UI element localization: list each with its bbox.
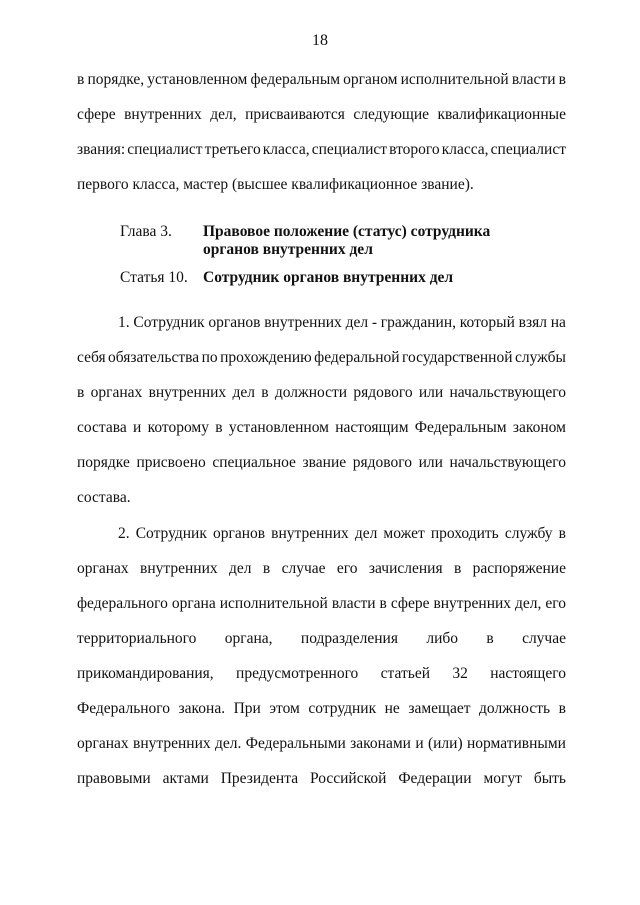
word: Федеральными <box>245 735 346 752</box>
word: службу <box>504 525 553 542</box>
text-line <box>77 105 566 125</box>
word: государственной <box>402 349 513 366</box>
page-number: 18 <box>312 32 328 49</box>
word: сфере <box>77 106 116 123</box>
word: могут <box>483 770 522 787</box>
text-line: первого класса, мастер (высшее квалификационное звание). <box>77 176 474 193</box>
word: начальствующего <box>449 454 566 471</box>
word: органах <box>90 384 143 401</box>
word: Сотрудник <box>135 525 207 542</box>
text-line <box>77 594 566 614</box>
word: или <box>418 384 444 401</box>
word: специалист <box>127 141 203 158</box>
article-label: Статья 10. <box>120 269 188 286</box>
word: предусмотренного <box>236 665 359 682</box>
word: класса, <box>441 141 489 158</box>
text-line <box>77 734 566 754</box>
word: в <box>261 384 269 401</box>
word: присваиваются <box>245 106 345 123</box>
word: территориального <box>77 630 197 647</box>
word: дел, <box>210 106 237 123</box>
word: нормативными <box>466 735 566 752</box>
word: - <box>371 314 378 331</box>
word: обязательства <box>108 349 200 366</box>
word: который <box>459 314 515 331</box>
word: состава <box>77 419 127 436</box>
word: порядке <box>77 454 130 471</box>
word: в <box>77 71 85 88</box>
word: сотрудник <box>308 700 377 717</box>
text-line <box>118 313 566 333</box>
word: дел, <box>515 595 542 612</box>
word: власти <box>331 595 376 612</box>
word: зачисления <box>368 560 443 577</box>
text-line <box>77 769 566 789</box>
word: настоящего <box>490 665 566 682</box>
word: может <box>383 525 425 542</box>
word: либо <box>426 630 459 647</box>
word: органов <box>212 525 266 542</box>
text-line <box>77 383 566 403</box>
word: квалификационные <box>437 106 566 123</box>
word: внутренних <box>264 314 342 331</box>
word: порядке, <box>87 71 145 88</box>
word: в <box>558 700 566 717</box>
text-line <box>118 524 566 544</box>
text-line: состава. <box>77 489 131 506</box>
word: не <box>384 700 400 717</box>
word: в <box>558 525 566 542</box>
word: органом <box>343 71 398 88</box>
word: актами <box>162 770 209 787</box>
word: третьего <box>204 141 261 158</box>
word: проходить <box>430 525 499 542</box>
word: 2. <box>118 525 130 542</box>
word: исполнительной <box>400 71 509 88</box>
text-line <box>77 418 566 438</box>
word: дел <box>354 525 378 542</box>
chapter-label: Глава 3. <box>120 223 172 240</box>
text-line <box>77 348 566 368</box>
word: подразделения <box>300 630 398 647</box>
word: звания: <box>77 141 126 158</box>
word: прикомандирования, <box>77 665 214 682</box>
word: должность <box>479 700 551 717</box>
word: начальствующего <box>449 384 566 401</box>
word: федерального <box>77 595 168 612</box>
word: исполнительной <box>219 595 328 612</box>
word: Федерации <box>398 770 472 787</box>
word: и <box>133 419 142 436</box>
word: рядового <box>353 384 413 401</box>
word: установленном <box>228 419 329 436</box>
word: следующие <box>353 106 430 123</box>
word: случае <box>522 630 566 647</box>
word: службы <box>514 349 566 366</box>
article-title: Сотрудник органов внутренних дел <box>203 269 454 286</box>
word: и <box>415 735 424 752</box>
article-heading <box>120 268 580 288</box>
word: звание <box>302 454 347 471</box>
chapter-title-line-2: органов внутренних дел <box>203 241 373 258</box>
word: закона. <box>178 700 226 717</box>
text-line <box>77 453 566 473</box>
word: внутренних <box>271 525 349 542</box>
word: правовыми <box>77 770 151 787</box>
word: специалист <box>490 141 566 158</box>
word: внутренних <box>133 735 211 752</box>
word: дел <box>232 384 255 401</box>
word: прохождению <box>220 349 312 366</box>
word: федеральным <box>250 71 341 88</box>
text-line <box>77 699 566 719</box>
word: специалист <box>311 141 388 158</box>
word: в <box>262 560 271 577</box>
word: внутренних <box>140 560 218 577</box>
word: органах <box>77 560 129 577</box>
word: на <box>550 314 566 331</box>
word: При <box>233 700 261 717</box>
word: второго <box>389 141 440 158</box>
word: власти <box>511 71 556 88</box>
word: статьей <box>380 665 430 682</box>
word: дел. <box>214 735 242 752</box>
word: распоряжение <box>472 560 566 577</box>
word: Федеральным <box>414 419 507 436</box>
text-line <box>77 70 566 90</box>
word: его <box>336 560 358 577</box>
word: дел <box>345 314 369 331</box>
word: быть <box>533 770 566 787</box>
word: 1. <box>118 314 130 331</box>
word: 32 <box>452 665 468 682</box>
word: по <box>201 349 218 366</box>
text-line <box>77 559 566 579</box>
word: в <box>486 630 494 647</box>
word: замещает <box>408 700 471 717</box>
word: дел <box>229 560 252 577</box>
word: Российской <box>310 770 387 787</box>
word: в <box>453 560 462 577</box>
word: законами <box>350 735 411 752</box>
word: Сотрудник <box>133 314 205 331</box>
chapter-title-line-1: Правовое положение (статус) сотрудника <box>203 223 491 240</box>
text-line <box>77 629 566 649</box>
text-line <box>77 664 566 684</box>
word: Президента <box>220 770 299 787</box>
word: внутренних <box>124 106 202 123</box>
word: в <box>215 419 223 436</box>
word: рядового <box>352 454 412 471</box>
word: взял <box>518 314 547 331</box>
word: класса, <box>262 141 310 158</box>
word: в <box>558 71 566 88</box>
word: внутренних <box>433 595 512 612</box>
word: федеральной <box>314 349 400 366</box>
word: Федерального <box>77 700 171 717</box>
word: специальное <box>212 454 296 471</box>
word: должности <box>274 384 348 401</box>
word: органах <box>77 735 129 752</box>
word: органа, <box>224 630 273 647</box>
word: которому <box>147 419 209 436</box>
word: установленном <box>147 71 248 88</box>
word: в <box>77 384 85 401</box>
word: внутренних <box>148 384 227 401</box>
chapter-heading <box>120 222 580 262</box>
word: его <box>545 595 566 612</box>
word: или <box>418 454 443 471</box>
word: органа <box>171 595 216 612</box>
word: (или) <box>427 735 463 752</box>
word: органов <box>208 314 261 331</box>
word: присвоено <box>136 454 206 471</box>
word: случае <box>281 560 326 577</box>
word: в <box>379 595 387 612</box>
word: себя <box>77 349 106 366</box>
word: гражданин, <box>380 314 457 331</box>
word: этом <box>269 700 300 717</box>
word: законом <box>512 419 566 436</box>
word: сфере <box>390 595 430 612</box>
word: настоящим <box>335 419 409 436</box>
text-line <box>77 140 566 160</box>
